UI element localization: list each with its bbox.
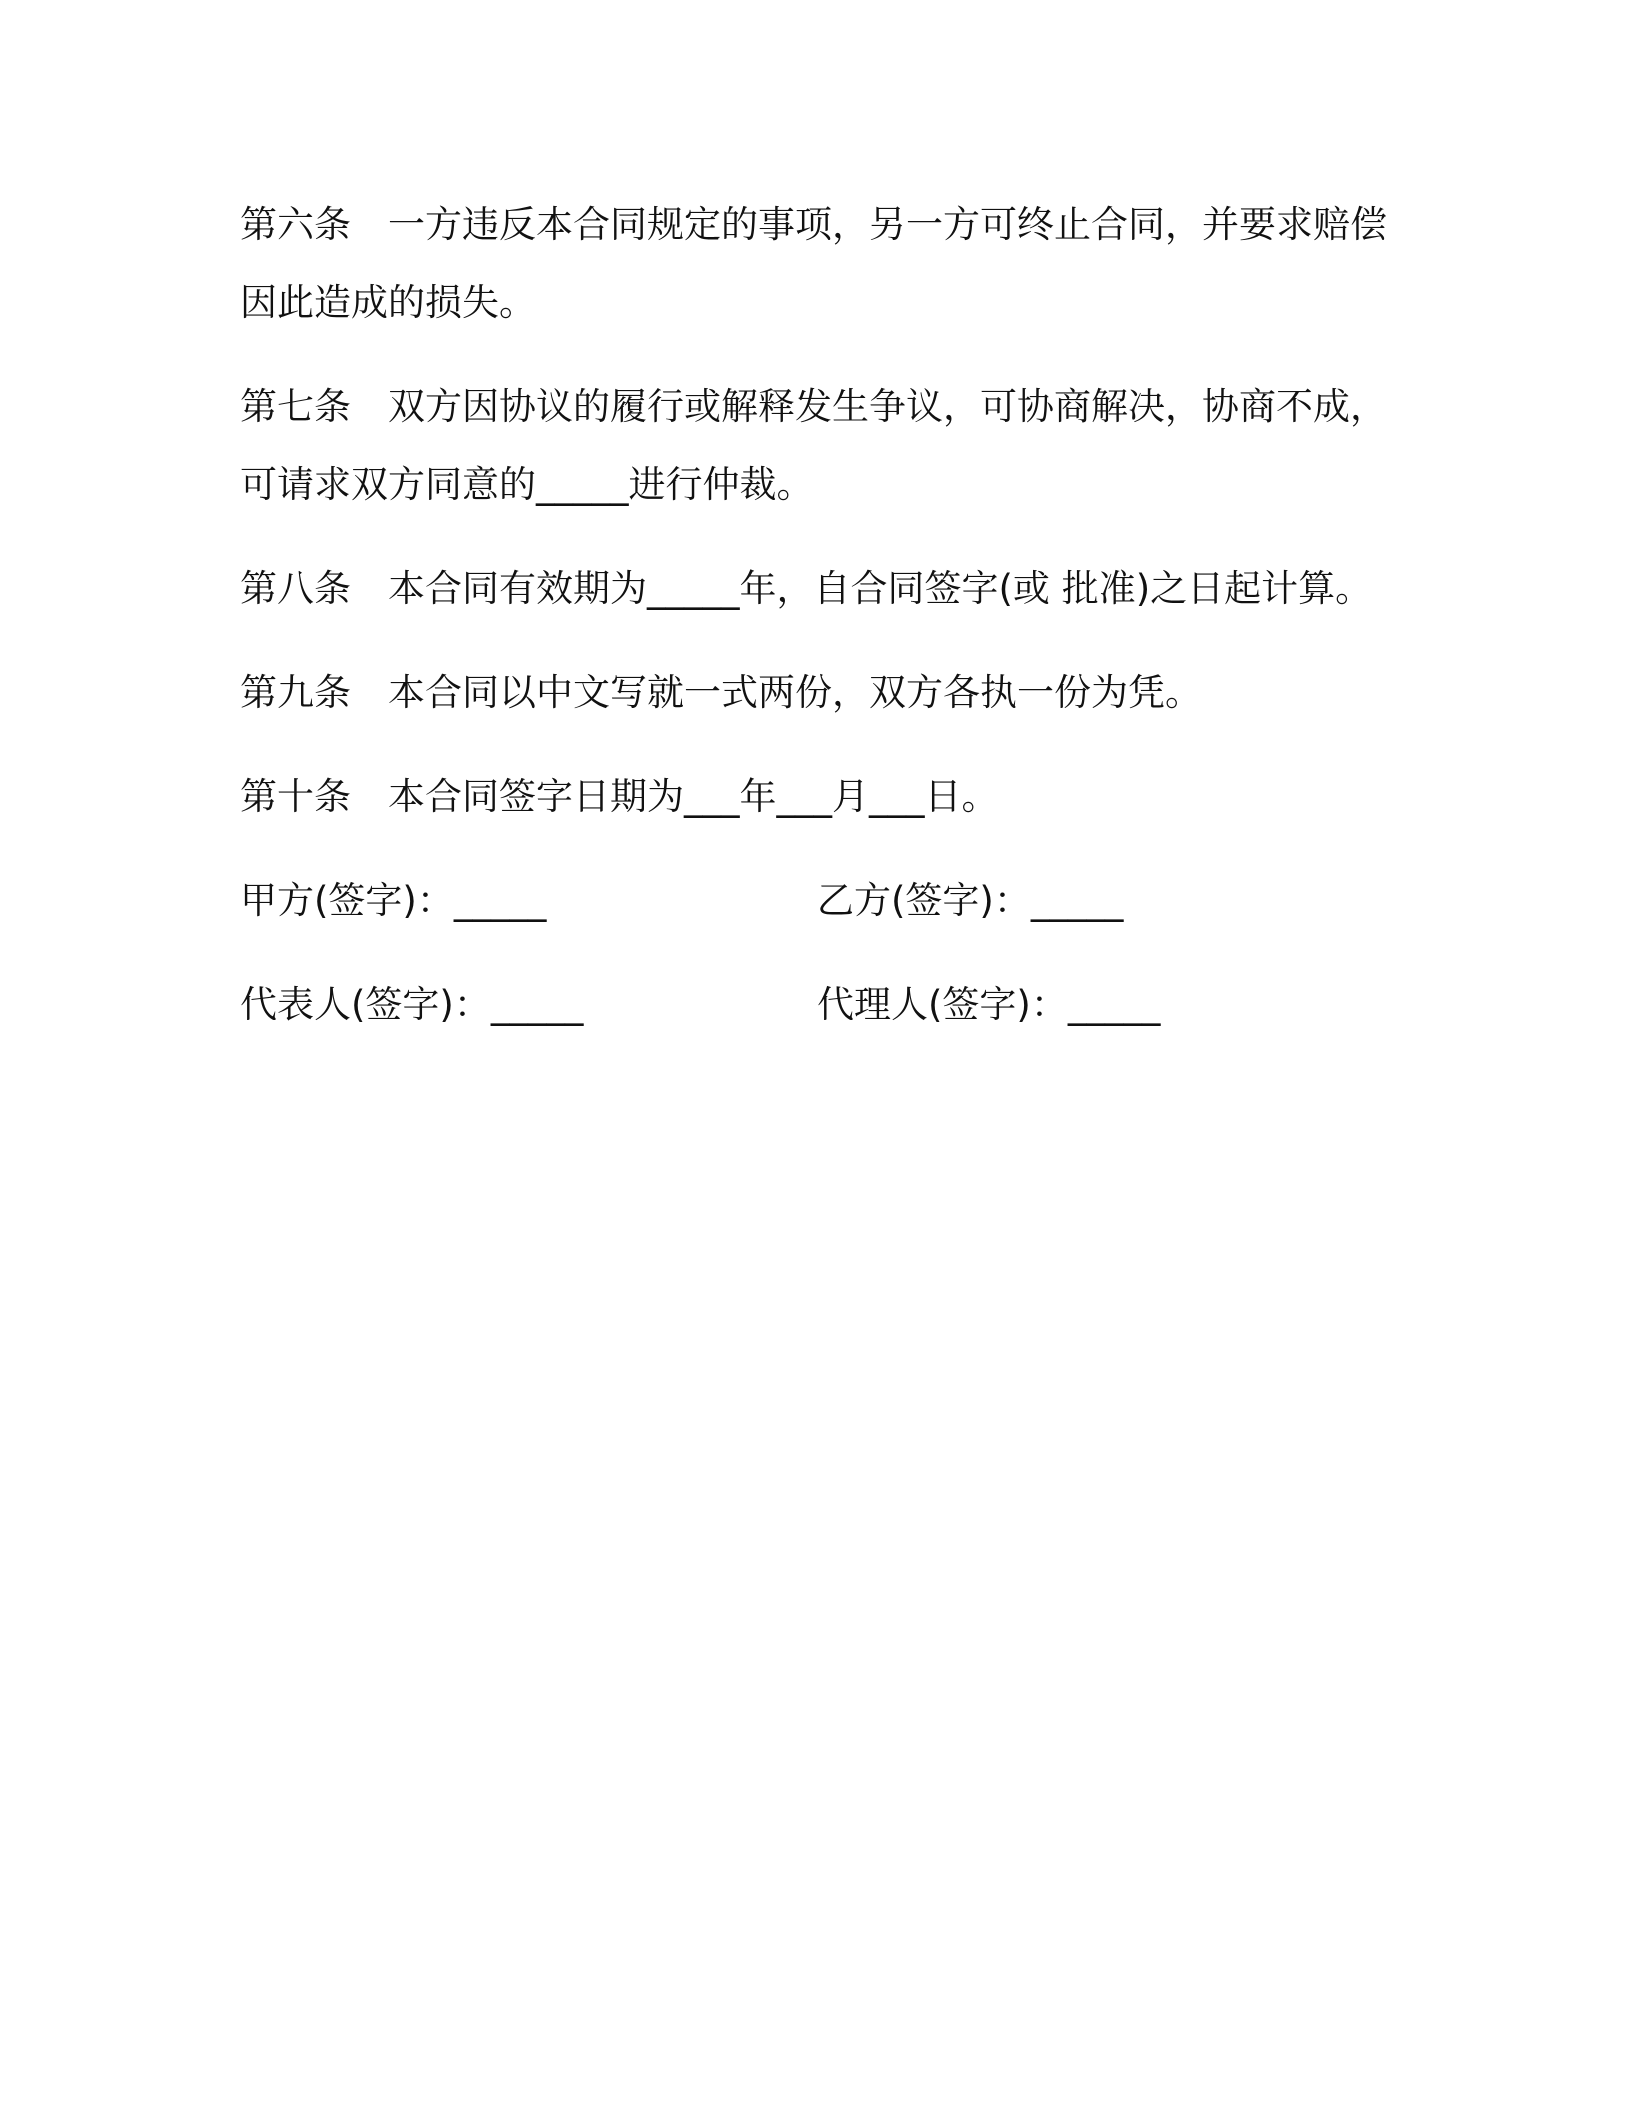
article-text: 一方违反本合同规定的事项，另一方可终止合同，并要求赔偿因此造成的损失。 <box>240 203 1387 324</box>
article-text: 本合同签字日期为___年___月___日。 <box>388 775 999 818</box>
signature-row-representatives <box>240 966 1400 1070</box>
article-number: 第六条 <box>240 203 351 246</box>
party-a-signature: 甲方(签字)：_____ <box>240 879 547 922</box>
party-b-signature: 乙方(签字)：_____ <box>817 879 1124 922</box>
article-number: 第十条 <box>240 775 351 818</box>
agent-signature: 代理人(签字)：_____ <box>817 983 1161 1026</box>
representative-signature: 代表人(签字)：_____ <box>240 983 584 1026</box>
contract-body <box>240 186 1400 1070</box>
article-10 <box>240 758 1400 836</box>
article-text: 本合同以中文写就一式两份，双方各执一份为凭。 <box>388 671 1202 714</box>
article-9 <box>240 654 1400 732</box>
article-8 <box>240 550 1400 628</box>
article-number: 第九条 <box>240 671 351 714</box>
article-number: 第七条 <box>240 385 351 428</box>
article-text: 双方因协议的履行或解释发生争议，可协商解决，协商不成，可请求双方同意的_____进行仲裁。 <box>240 385 1387 506</box>
article-6 <box>240 186 1400 342</box>
article-7 <box>240 368 1400 524</box>
article-number: 第八条 <box>240 567 351 610</box>
article-text: 本合同有效期为_____年，自合同签字(或 批准)之日起计算。 <box>388 567 1373 610</box>
signature-row-parties <box>240 862 1400 966</box>
